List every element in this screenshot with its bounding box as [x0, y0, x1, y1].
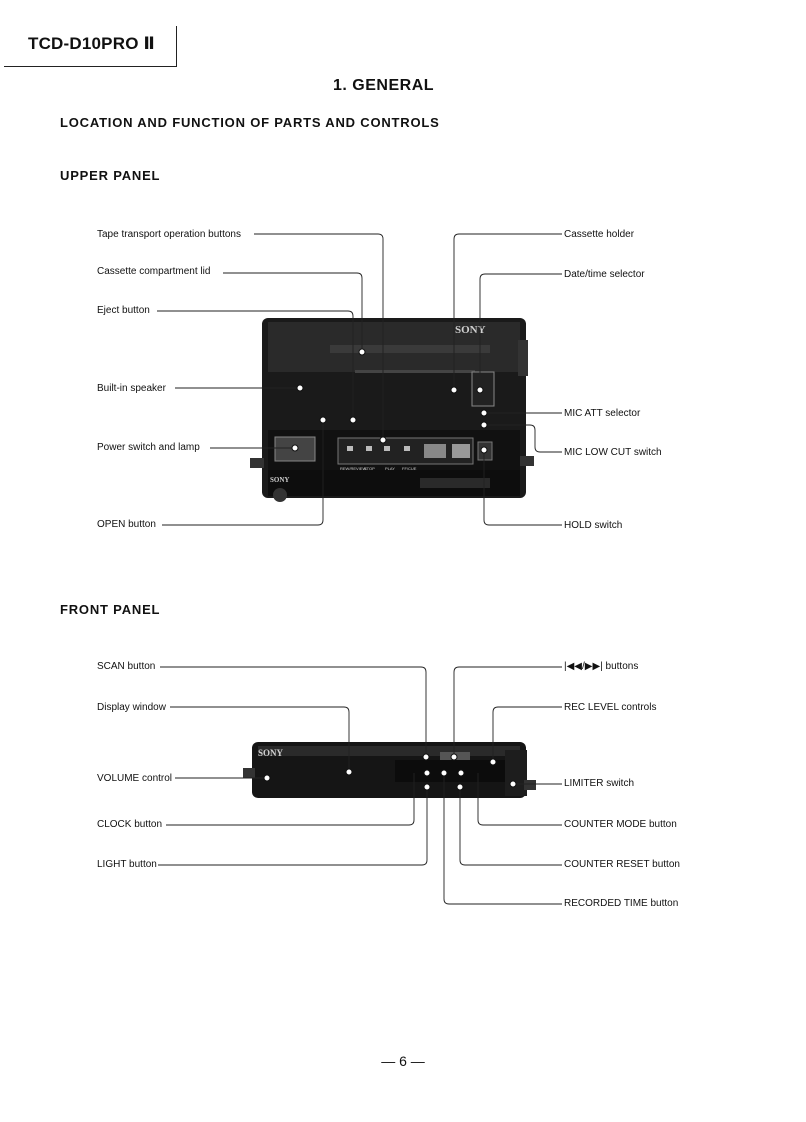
- label-built-in-speaker: Built-in speaker: [97, 383, 166, 394]
- label-display-window: Display window: [97, 702, 166, 713]
- label-limiter-switch: LIMITER switch: [564, 778, 635, 789]
- label-scan-button: SCAN button: [97, 661, 156, 672]
- model-name: TCD-D10PRO Ⅱ: [28, 34, 155, 53]
- label-open-button: OPEN button: [97, 519, 156, 530]
- button-label-play: PLAY: [385, 466, 395, 471]
- label-recorded-time-button: RECORDED TIME button: [564, 898, 679, 909]
- label-tape-transport-buttons: Tape transport operation buttons: [97, 229, 241, 240]
- label-skip-buttons: |◀◀/▶▶| buttons: [564, 661, 639, 672]
- front-panel-heading: FRONT PANEL: [60, 602, 161, 617]
- upper-sony-logo-small: SONY: [270, 476, 290, 484]
- front-sony-logo: SONY: [258, 748, 284, 758]
- label-volume-control: VOLUME control: [97, 773, 173, 784]
- label-rec-level-controls: REC LEVEL controls: [564, 702, 657, 713]
- upper-panel-heading: UPPER PANEL: [60, 168, 161, 183]
- label-power-switch: Power switch and lamp: [97, 442, 200, 453]
- label-date-time-selector: Date/time selector: [564, 269, 645, 280]
- button-label-rew: REW/REVIEW: [340, 466, 367, 471]
- label-counter-reset-button: COUNTER RESET button: [564, 859, 680, 870]
- upper-sony-logo: SONY: [455, 324, 486, 336]
- section-title: 1. GENERAL: [333, 77, 435, 94]
- label-cassette-holder: Cassette holder: [564, 229, 635, 240]
- label-light-button: LIGHT button: [97, 859, 157, 870]
- label-hold-switch: HOLD switch: [564, 520, 623, 531]
- button-label-stop: STOP: [364, 466, 375, 471]
- label-eject-button: Eject button: [97, 305, 150, 316]
- button-label-ff: FF/CUE: [402, 466, 417, 471]
- label-mic-low-cut: MIC LOW CUT switch: [564, 447, 662, 458]
- label-counter-mode-button: COUNTER MODE button: [564, 819, 677, 830]
- page-subtitle: LOCATION AND FUNCTION OF PARTS AND CONTROLS: [60, 115, 440, 130]
- recorder-front-view: [243, 742, 536, 798]
- page-number: — 6 —: [381, 1053, 425, 1069]
- label-cassette-lid: Cassette compartment lid: [97, 266, 211, 277]
- label-mic-att-selector: MIC ATT selector: [564, 408, 641, 419]
- label-clock-button: CLOCK button: [97, 819, 163, 830]
